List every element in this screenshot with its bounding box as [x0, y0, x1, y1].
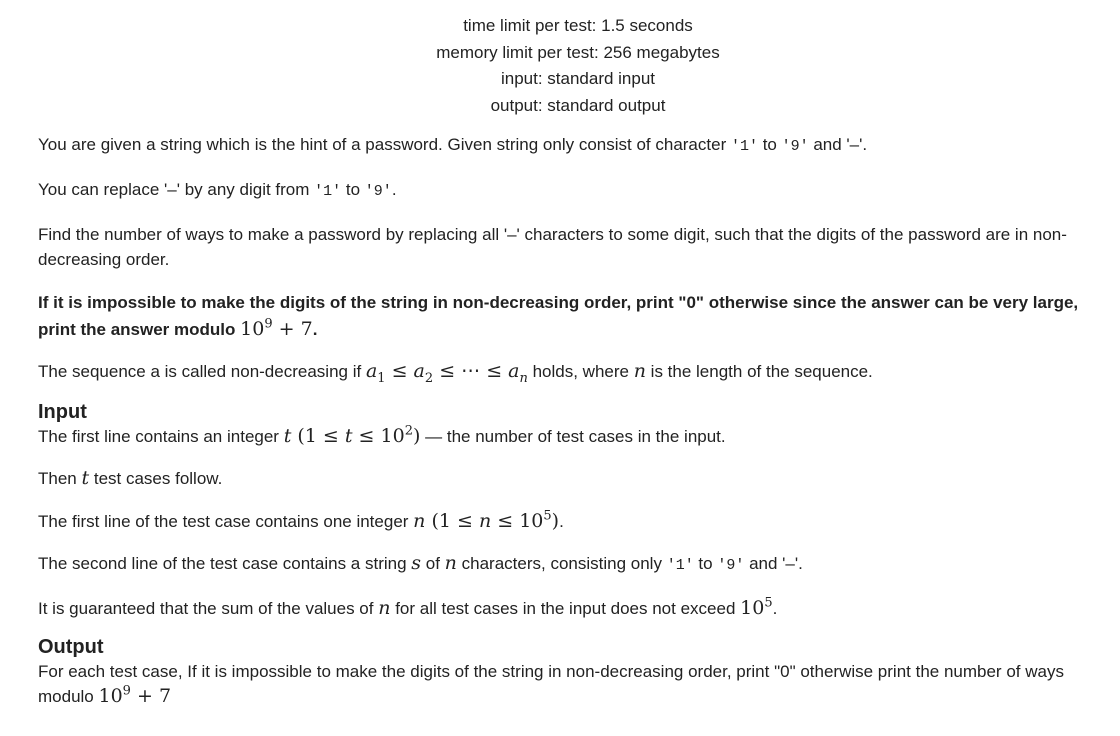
input-spec: input: standard input [500, 69, 656, 88]
time-limit: time limit per test: 1.5 seconds [463, 16, 693, 35]
output-text: For each test case, If it is impossible to make the digits of the string in non-decreasing order, print "0" otherwise print the number of ways modulo $10^9 + 7$ [38, 662, 1064, 707]
memory-limit: memory limit per test: 256 megabytes [436, 42, 720, 62]
legend-paragraph-5: The sequence a is called non-decreasing if $a_1 \le a_2$ ≤ ⋯ ≤ $a_n$ holds, where n is the length of the sequence. [38, 360, 873, 386]
problem-header [0, 13, 1120, 119]
input-section-title: Input [38, 401, 87, 423]
input-line-5: It is guaranteed that the sum of the values of n for all test cases in the input does not exceed $10^5$. [38, 595, 778, 619]
t-constraint: t $(1 \le t \le 10^2)$ [283, 423, 421, 447]
n-constraint: n $(1 \le n \le 10^5)$ [413, 508, 560, 532]
sequence-formula: $a_1 \le a_2$ ≤ ⋯ ≤ $a_n$ [365, 360, 528, 386]
input-line-3: The first line of the test case contains one integer n $(1 \le n \le 10^5)$. [38, 508, 564, 532]
legend-paragraph-2: You can replace '–' by any digit from '1' to '9'. [38, 180, 397, 200]
problem-statement [38, 132, 1110, 709]
output-section-title: Output [38, 636, 104, 658]
output-modulo: $10^9 + 7$ [98, 683, 172, 707]
legend-paragraph-3: Find the number of ways to make a password by replacing all '–' characters to some digit, such that the digits of the password are in non-decreasing order. [38, 225, 1067, 269]
input-line-2: Then t test cases follow. [38, 467, 223, 489]
input-line-4: The second line of the test case contains a string s of n characters, consisting only '1' to '9' and '–'. [38, 552, 803, 574]
legend-paragraph-1: You are given a string which is the hint of a password. Given string only consist of character '1' to '9' and '–'. [38, 135, 868, 155]
output-spec: output: standard output [490, 95, 666, 115]
legend-paragraph-4: If it is impossible to make the digits of the string in non-decreasing order, print "0" otherwise since the answer can be very large, print the answer modulo $10^9 + 7$. [38, 293, 1079, 340]
input-line-1: The first line contains an integer t $(1 \le t \le 10^2)$ — the number of test cases in the input. [38, 423, 726, 447]
sum-limit: $10^5$ [740, 595, 773, 619]
